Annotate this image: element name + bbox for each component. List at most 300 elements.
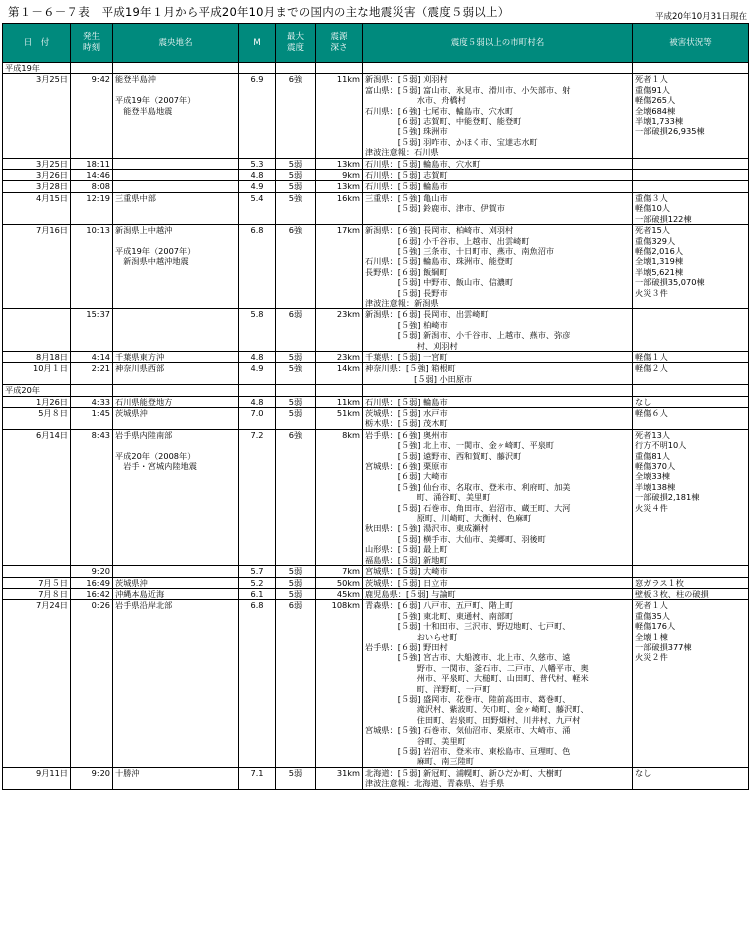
municipalities-cell [363, 363, 633, 385]
depth-cell: 16km [316, 192, 363, 224]
municipalities-line: [５弱] 横手市、大仙市、美郷町、羽後町 [365, 533, 546, 544]
damage-line: 死者１人 [635, 74, 668, 85]
municipalities-line: 三重県：[５強] 亀山市 [365, 192, 448, 203]
time-cell: 9:20 [71, 767, 113, 789]
depth-cell: 23km [316, 351, 363, 362]
municipalities-line: 栃木県：[５弱] 茂木町 [365, 418, 448, 429]
table-row [3, 181, 749, 192]
municipalities-line: [５弱] 十和田市、三沢市、野辺地町、七戸町、 [365, 621, 571, 632]
era-row [3, 63, 749, 74]
damage-line: 火災３件 [635, 287, 668, 298]
empty-cell [316, 385, 363, 396]
max-intensity-cell: 6弱 [276, 600, 316, 768]
max-intensity-cell: 5弱 [276, 396, 316, 407]
magnitude-cell: 6.8 [239, 225, 276, 309]
municipalities-line: 麻町、南三陸町 [365, 756, 475, 767]
damage-line: 軽傷10人 [635, 203, 670, 214]
municipalities-cell [363, 170, 633, 181]
epicenter-line: 沖縄本島近海 [115, 588, 165, 599]
table-row [3, 363, 749, 385]
date-cell [3, 309, 71, 352]
max-intensity-cell: 6強 [276, 74, 316, 158]
damage-cell [633, 351, 749, 362]
empty-cell [239, 63, 276, 74]
damage-line: 重傷３人 [635, 192, 668, 203]
magnitude-cell: 4.8 [239, 351, 276, 362]
damage-line: 軽傷６人 [635, 408, 668, 418]
municipalities-line: 石川県：[５弱] 輪島市、穴水町 [365, 158, 481, 169]
time-cell: 18:11 [71, 158, 113, 169]
table-row [3, 158, 749, 169]
damage-line: 重傷35人 [635, 610, 670, 621]
table-row [3, 225, 749, 309]
max-intensity-cell: 5弱 [276, 181, 316, 192]
epicenter-cell [113, 192, 239, 224]
municipalities-line: 住田町、岩泉町、田野畑村、川井村、九戸村 [365, 714, 581, 725]
municipalities-line: [５強] 仙台市、名取市、登米市、利府町、加美 [365, 481, 571, 492]
table-body [3, 63, 749, 790]
table-row [3, 192, 749, 224]
date-cell: 7月５日 [3, 577, 71, 588]
damage-line: 窓ガラス１枚 [635, 577, 684, 588]
header-row [3, 24, 749, 63]
magnitude-cell: 5.7 [239, 566, 276, 577]
municipalities-line: 新潟県：[６強] 長岡市、柏崎市、刈羽村 [365, 225, 514, 236]
depth-cell: 13km [316, 181, 363, 192]
table-row [3, 74, 749, 158]
table-row [3, 566, 749, 577]
municipalities-line: 津波注意報：新潟県 [365, 297, 439, 308]
epicenter-line [115, 566, 236, 576]
empty-cell [113, 63, 239, 74]
max-intensity-cell: 5弱 [276, 158, 316, 169]
municipalities-cell [363, 74, 633, 158]
column-header: 震央地名 [113, 24, 239, 63]
damage-line: 軽傷１人 [635, 351, 668, 362]
date-cell: 7月16日 [3, 225, 71, 309]
table-row [3, 600, 749, 768]
damage-line: 重傷91人 [635, 84, 670, 95]
municipalities-cell [363, 566, 633, 577]
damage-cell [633, 566, 749, 577]
municipalities-line: 水市、舟橋村 [365, 95, 466, 106]
depth-cell: 45km [316, 588, 363, 599]
damage-cell [633, 74, 749, 158]
magnitude-cell: 5.4 [239, 192, 276, 224]
damage-line: 半壊1,733棟 [635, 116, 684, 127]
empty-cell [71, 385, 113, 396]
epicenter-line [115, 309, 236, 319]
empty-cell [276, 385, 316, 396]
damage-line: 重傷329人 [635, 235, 676, 246]
earthquake-table [2, 23, 749, 790]
damage-line [635, 309, 746, 319]
date-cell: 1月26日 [3, 396, 71, 407]
municipalities-cell [363, 351, 633, 362]
date-cell: 9月11日 [3, 767, 71, 789]
municipalities-line: 鹿児島県：[５弱] 与論町 [365, 588, 456, 599]
max-intensity-cell: 6強 [276, 225, 316, 309]
epicenter-cell [113, 767, 239, 789]
epicenter-cell [113, 600, 239, 768]
damage-line: 軽傷２人 [635, 363, 668, 374]
time-cell: 4:33 [71, 396, 113, 407]
table-row [3, 351, 749, 362]
epicenter-cell [113, 181, 239, 192]
municipalities-line: 北海道：[５弱] 新冠町、浦幌町、新ひだか町、大樹町 [365, 767, 563, 778]
column-header: 発生 時刻 [71, 24, 113, 63]
table-row [3, 588, 749, 599]
time-cell: 8:08 [71, 181, 113, 192]
municipalities-cell [363, 181, 633, 192]
damage-line: 死者13人 [635, 429, 670, 440]
epicenter-line: 平成19年（2007年） [115, 95, 196, 106]
epicenter-line: 茨城県沖 [115, 408, 148, 418]
damage-line: 軽傷176人 [635, 621, 676, 632]
municipalities-cell [363, 767, 633, 789]
municipalities-line: 福島県：[５弱] 新地町 [365, 554, 448, 565]
municipalities-line: [５強] 北上市、一関市、金ヶ崎町、平泉町 [365, 440, 555, 451]
damage-line [635, 566, 746, 576]
municipalities-line: 秋田県：[５強] 湯沢市、東成瀬村 [365, 523, 489, 534]
damage-line: なし [635, 396, 652, 407]
municipalities-cell [363, 158, 633, 169]
empty-cell [363, 385, 633, 396]
municipalities-line: 津波注意報：石川県 [365, 147, 439, 158]
date-cell: 8月18日 [3, 351, 71, 362]
epicenter-cell [113, 351, 239, 362]
damage-line: 火災２件 [635, 652, 668, 663]
date-cell [3, 566, 71, 577]
epicenter-line: 能登半島沖 [115, 74, 156, 85]
municipalities-line: 州市、平泉町、大槌町、山田町、普代村、軽米 [365, 673, 589, 684]
column-header: 最大 震度 [276, 24, 316, 63]
column-header: 震度５弱以上の市町村名 [363, 24, 633, 63]
epicenter-cell [113, 429, 239, 565]
table-row [3, 577, 749, 588]
magnitude-cell: 4.8 [239, 170, 276, 181]
municipalities-cell [363, 408, 633, 430]
time-cell: 10:13 [71, 225, 113, 309]
empty-cell [71, 63, 113, 74]
date-cell: 4月15日 [3, 192, 71, 224]
municipalities-line: 石川県：[５弱] 輪島市、珠洲市、能登町 [365, 256, 514, 267]
empty-cell [633, 63, 749, 74]
damage-line: 軽傷2,016人 [635, 245, 684, 256]
municipalities-line: [５強] 三条市、十日町市、燕市、南魚沼市 [365, 245, 555, 256]
municipalities-line: 神奈川県：[５強] 箱根町 [365, 363, 456, 374]
empty-cell [239, 385, 276, 396]
epicenter-line [115, 159, 236, 169]
municipalities-line: [５弱] 小田原市 [365, 373, 473, 384]
epicenter-line: 新潟県中越沖地震 [115, 256, 189, 267]
epicenter-cell [113, 408, 239, 430]
damage-line: 行方不明10人 [635, 440, 687, 451]
municipalities-cell [363, 588, 633, 599]
time-cell: 4:14 [71, 351, 113, 362]
damage-cell [633, 363, 749, 385]
empty-cell [316, 63, 363, 74]
damage-line: 半壊5,621棟 [635, 266, 684, 277]
municipalities-line: 千葉県：[５弱] 一宮町 [365, 351, 448, 362]
time-cell: 16:49 [71, 577, 113, 588]
max-intensity-cell: 5弱 [276, 577, 316, 588]
damage-cell [633, 588, 749, 599]
magnitude-cell: 6.8 [239, 600, 276, 768]
damage-line: 死者15人 [635, 225, 670, 236]
table-row [3, 170, 749, 181]
municipalities-line: 長野県：[６弱] 飯綱町 [365, 266, 448, 277]
epicenter-line: 茨城県沖 [115, 577, 148, 588]
municipalities-cell [363, 396, 633, 407]
municipalities-cell [363, 429, 633, 565]
damage-line: 一部破損122棟 [635, 213, 692, 224]
epicenter-cell [113, 74, 239, 158]
municipalities-line: 富山県：[５弱] 富山市、氷見市、滑川市、小矢部市、射 [365, 84, 571, 95]
depth-cell: 17km [316, 225, 363, 309]
damage-line: 全壊1,319棟 [635, 256, 684, 267]
epicenter-line: 平成20年（2008年） [115, 450, 196, 461]
epicenter-line: 能登半島地震 [115, 105, 173, 116]
epicenter-cell [113, 225, 239, 309]
epicenter-cell [113, 566, 239, 577]
epicenter-line: 岩手・宮城内陸地震 [115, 461, 197, 472]
date-cell: 3月28日 [3, 181, 71, 192]
epicenter-line: 千葉県東方沖 [115, 351, 165, 362]
epicenter-line [115, 181, 236, 191]
damage-cell [633, 181, 749, 192]
date-cell: 3月26日 [3, 170, 71, 181]
municipalities-line: 石川県：[５弱] 志賀町 [365, 170, 448, 181]
damage-line: 一部破損377棟 [635, 641, 692, 652]
municipalities-line: [５強] 柏崎市 [365, 319, 448, 330]
municipalities-cell [363, 225, 633, 309]
as-of-date: 平成20年10月31日現在 [655, 12, 747, 22]
damage-line: 軽傷370人 [635, 461, 676, 472]
epicenter-line: 石川県能登地方 [115, 396, 173, 407]
epicenter-cell [113, 396, 239, 407]
magnitude-cell: 5.3 [239, 158, 276, 169]
depth-cell: 50km [316, 577, 363, 588]
municipalities-line: 宮城県：[５弱] 大崎市 [365, 566, 448, 577]
column-header: 被害状況等 [633, 24, 749, 63]
table-row [3, 408, 749, 430]
time-cell: 9:42 [71, 74, 113, 158]
municipalities-line: [５弱] 遠野市、西和賀町、藤沢町 [365, 450, 522, 461]
magnitude-cell: 7.1 [239, 767, 276, 789]
epicenter-line [115, 440, 236, 450]
magnitude-cell: 5.8 [239, 309, 276, 352]
era-label: 平成19年 [3, 63, 71, 74]
municipalities-line: 滝沢村、紫波町、矢巾町、金ヶ崎町、藤沢町、 [365, 704, 589, 715]
era-label: 平成20年 [3, 385, 71, 396]
municipalities-line: 茨城県：[５弱] 水戸市 [365, 408, 448, 418]
damage-line: 火災４件 [635, 502, 668, 513]
depth-cell: 9km [316, 170, 363, 181]
column-header: M [239, 24, 276, 63]
time-cell: 1:45 [71, 408, 113, 430]
time-cell: 8:43 [71, 429, 113, 565]
time-cell: 0:26 [71, 600, 113, 768]
damage-cell [633, 577, 749, 588]
magnitude-cell: 4.9 [239, 181, 276, 192]
municipalities-line: 谷町、美里町 [365, 735, 466, 746]
magnitude-cell: 5.2 [239, 577, 276, 588]
municipalities-line: 町、洋野町、一戸町 [365, 683, 491, 694]
table-row [3, 429, 749, 565]
time-cell: 12:19 [71, 192, 113, 224]
municipalities-line: 宮城県：[６強] 栗原市 [365, 461, 448, 472]
table-row [3, 767, 749, 789]
municipalities-line: 岩手県：[６強] 奥州市 [365, 429, 448, 440]
max-intensity-cell: 5弱 [276, 588, 316, 599]
municipalities-line: [５弱] 羽咋市、かほく市、宝達志水町 [365, 136, 538, 147]
time-cell: 15:37 [71, 309, 113, 352]
epicenter-cell [113, 158, 239, 169]
max-intensity-cell: 5弱 [276, 566, 316, 577]
municipalities-line: 宮城県：[５強] 石巻市、気仙沼市、栗原市、大崎市、涌 [365, 725, 571, 736]
epicenter-cell [113, 363, 239, 385]
damage-line [635, 170, 746, 180]
depth-cell: 108km [316, 600, 363, 768]
municipalities-line: 津波注意報：北海道、青森県、岩手県 [365, 778, 505, 789]
municipalities-line: 新潟県：[５弱] 刈羽村 [365, 74, 448, 85]
depth-cell: 51km [316, 408, 363, 430]
municipalities-line: 石川県：[５弱] 輪島市 [365, 396, 448, 407]
depth-cell: 7km [316, 566, 363, 577]
damage-cell [633, 170, 749, 181]
municipalities-line: 石川県：[６強] 七尾市、輪島市、穴水町 [365, 105, 514, 116]
damage-cell [633, 396, 749, 407]
damage-line [635, 159, 746, 169]
municipalities-line: [６弱] 志賀町、中能登町、能登町 [365, 116, 522, 127]
municipalities-line: [５弱] 石巻市、角田市、岩沼市、蔵王町、大河 [365, 502, 571, 513]
max-intensity-cell: 5強 [276, 192, 316, 224]
municipalities-cell [363, 192, 633, 224]
damage-cell [633, 192, 749, 224]
date-cell: 5月８日 [3, 408, 71, 430]
table-row [3, 396, 749, 407]
damage-line: 一部破損2,181棟 [635, 492, 700, 503]
municipalities-line: [６弱] 小千谷市、上越市、出雲崎町 [365, 235, 530, 246]
damage-line: 全壊684棟 [635, 105, 676, 116]
municipalities-line: 町、涌谷町、美里町 [365, 492, 491, 503]
municipalities-cell [363, 577, 633, 588]
municipalities-line: 茨城県：[５弱] 日立市 [365, 577, 448, 588]
damage-line: 一部破損35,070棟 [635, 277, 705, 288]
max-intensity-cell: 5弱 [276, 767, 316, 789]
epicenter-line: 岩手県沿岸北部 [115, 600, 173, 611]
empty-cell [113, 385, 239, 396]
column-header: 日 付 [3, 24, 71, 63]
municipalities-line: [５強] 東北町、東通村、南部町 [365, 610, 514, 621]
municipalities-line: [５弱] 盛岡市、花巻市、陸前高田市、葛巻町、 [365, 693, 571, 704]
empty-cell [276, 63, 316, 74]
damage-line: なし [635, 767, 652, 778]
magnitude-cell: 6.1 [239, 588, 276, 599]
date-cell: 7月24日 [3, 600, 71, 768]
epicenter-line [115, 170, 236, 180]
damage-line: 軽傷265人 [635, 95, 676, 106]
depth-cell: 23km [316, 309, 363, 352]
date-cell: 7月８日 [3, 588, 71, 599]
damage-cell [633, 309, 749, 352]
magnitude-cell: 7.2 [239, 429, 276, 565]
epicenter-line: 神奈川県西部 [115, 363, 165, 374]
epicenter-line: 三重県中部 [115, 192, 156, 203]
epicenter-line: 岩手県内陸南部 [115, 429, 173, 440]
municipalities-line: [５弱] 鈴鹿市、津市、伊賀市 [365, 203, 505, 214]
damage-line: 死者１人 [635, 600, 668, 611]
epicenter-cell [113, 577, 239, 588]
damage-line: 壁板３枚、柱の破損 [635, 588, 709, 599]
epicenter-cell [113, 588, 239, 599]
date-cell: 6月14日 [3, 429, 71, 565]
max-intensity-cell: 6強 [276, 429, 316, 565]
time-cell: 9:20 [71, 566, 113, 577]
date-cell: 3月25日 [3, 158, 71, 169]
damage-line: 重傷81人 [635, 450, 670, 461]
era-row [3, 385, 749, 396]
municipalities-line: [６弱] 大崎市 [365, 471, 448, 482]
damage-line: 全壊33棟 [635, 471, 670, 482]
magnitude-cell: 4.9 [239, 363, 276, 385]
table-title: 第１－６－７表 平成19年１月から平成20年10月までの国内の主な地震災害（震度５弱以上） [8, 5, 510, 19]
depth-cell: 14km [316, 363, 363, 385]
municipalities-line: [５弱] 中野市、飯山市、信濃町 [365, 277, 514, 288]
municipalities-cell [363, 600, 633, 768]
municipalities-line: [５強] 宮古市、大船渡市、北上市、久慈市、遠 [365, 652, 571, 663]
epicenter-cell [113, 309, 239, 352]
damage-cell [633, 767, 749, 789]
depth-cell: 11km [316, 396, 363, 407]
damage-cell [633, 158, 749, 169]
max-intensity-cell: 5弱 [276, 408, 316, 430]
magnitude-cell: 4.8 [239, 396, 276, 407]
max-intensity-cell: 5強 [276, 363, 316, 385]
municipalities-line: [５強] 珠洲市 [365, 126, 448, 137]
epicenter-cell [113, 170, 239, 181]
damage-line: 一部破損26,935棟 [635, 126, 705, 137]
column-header: 震源 深さ [316, 24, 363, 63]
municipalities-line: 石川県：[５弱] 輪島市 [365, 181, 448, 192]
empty-cell [363, 63, 633, 74]
depth-cell: 13km [316, 158, 363, 169]
damage-cell [633, 600, 749, 768]
municipalities-line: [５弱] 岩沼市、登米市、東松島市、亘理町、色 [365, 746, 571, 756]
damage-cell [633, 408, 749, 430]
table-row [3, 309, 749, 352]
municipalities-cell [363, 309, 633, 352]
epicenter-line [115, 236, 236, 246]
magnitude-cell: 7.0 [239, 408, 276, 430]
municipalities-line: [５弱] 長野市 [365, 287, 448, 298]
date-cell: 10月１日 [3, 363, 71, 385]
max-intensity-cell: 5弱 [276, 170, 316, 181]
time-cell: 14:46 [71, 170, 113, 181]
municipalities-line: 岩手県：[６弱] 野田村 [365, 641, 448, 652]
damage-line [635, 181, 746, 191]
depth-cell: 31km [316, 767, 363, 789]
damage-cell [633, 225, 749, 309]
municipalities-line: 山形県：[５弱] 最上町 [365, 544, 448, 555]
epicenter-line: 平成19年（2007年） [115, 245, 196, 256]
depth-cell: 11km [316, 74, 363, 158]
depth-cell: 8km [316, 429, 363, 565]
time-cell: 16:42 [71, 588, 113, 599]
municipalities-line: 原町、川崎町、大衡村、色麻町 [365, 513, 532, 524]
time-cell: 2:21 [71, 363, 113, 385]
